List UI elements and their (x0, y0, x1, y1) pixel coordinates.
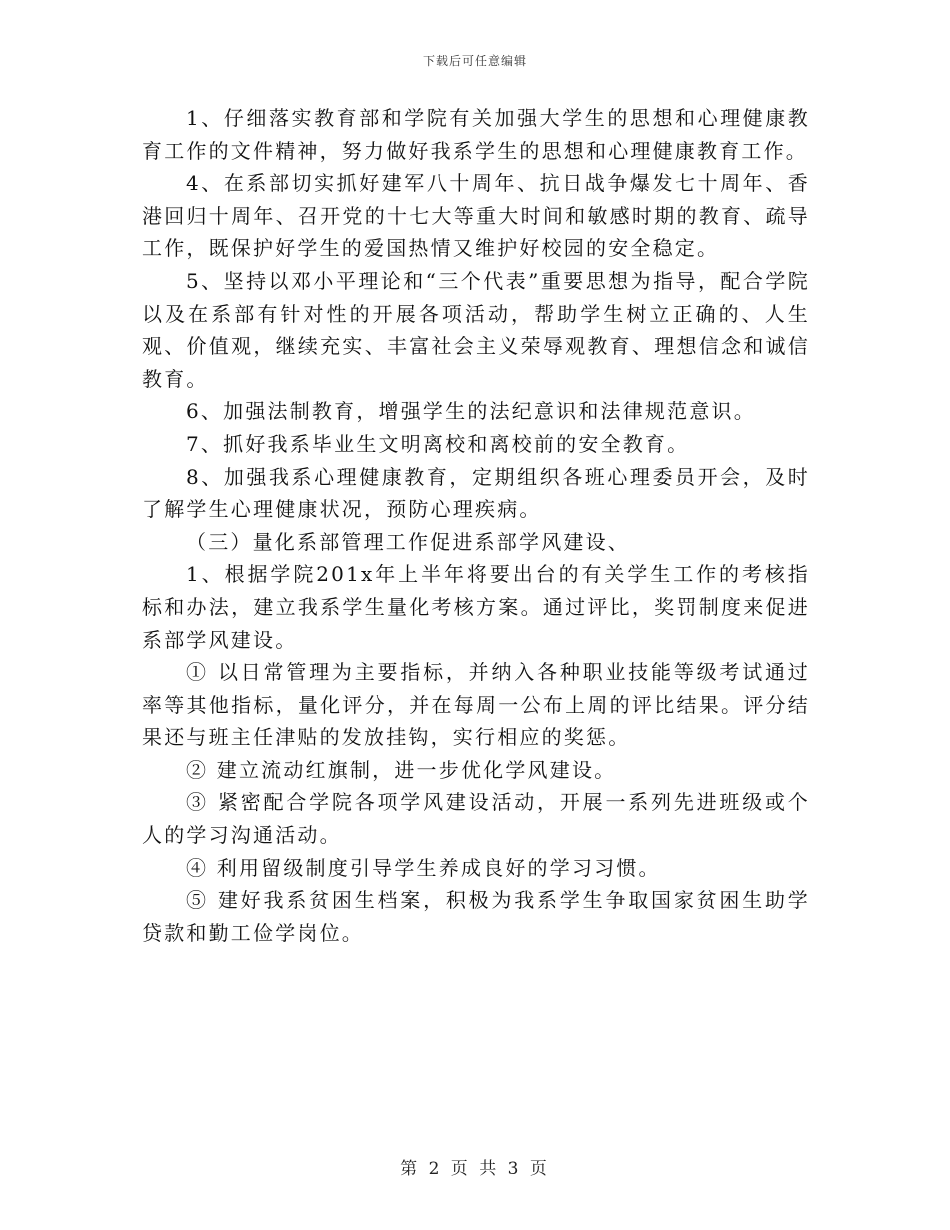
paragraph: 8、加强我系心理健康教育，定期组织各班心理委员开会，及时了解学生心理健康状况，预防心理疾病。 (142, 464, 810, 522)
page-number: 第 2 页 共 3 页 (400, 1159, 550, 1179)
paragraph: 6、加强法制教育，增强学生的法纪意识和法律规范意识。 (186, 399, 756, 424)
paragraph: 1、根据学院201x年上半年将要出台的有关学生工作的考核指标和办法，建立我系学生量化考核方案。通过评比，奖罚制度来促进系部学风建设。 (142, 562, 810, 652)
list-item: ② 建立流动红旗制，进一步优化学风建设。 (186, 757, 617, 782)
list-item: ① 以日常管理为主要指标，并纳入各种职业技能等级考试通过率等其他指标，量化评分，并在每周一公布上周的评比结果。评分结果还与班主任津贴的发放挂钩，实行相应的奖惩。 (142, 660, 810, 750)
list-item: ④ 利用留级制度引导学生养成良好的学习习惯。 (186, 855, 661, 880)
document-body (142, 102, 810, 949)
header-note: 下载后可任意编辑 (422, 54, 527, 68)
paragraph: 5、坚持以邓小平理论和“三个代表”重要思想为指导，配合学院以及在系部有针对性的开展各项活动，帮助学生树立正确的、人生观、价值观，继续充实、丰富社会主义荣辱观教育、理想信念和诚信教育。 (142, 268, 810, 391)
paragraph: 4、在系部切实抓好建军八十周年、抗日战争爆发七十周年、香港回归十周年、召开党的十七大等重大时间和敏感时期的教育、疏导工作，既保护好学生的爱国热情又维护好校园的安全稳定。 (142, 171, 810, 261)
list-item: ⑤ 建好我系贫困生档案，积极为我系学生争取国家贫困生助学贷款和勤工俭学岗位。 (142, 888, 810, 945)
section-heading: （三）量化系部管理工作促进系部学风建设、 (186, 529, 630, 554)
list-item: ③ 紧密配合学院各项学风建设活动，开展一系列先进班级或个人的学习沟通活动。 (142, 790, 810, 848)
paragraph: 7、抓好我系毕业生文明离校和离校前的安全教育。 (186, 431, 690, 456)
paragraph: 1、仔细落实教育部和学院有关加强大学生的思想和心理健康教育工作的文件精神，努力做好我系学生的思想和心理健康教育工作。 (142, 106, 810, 163)
